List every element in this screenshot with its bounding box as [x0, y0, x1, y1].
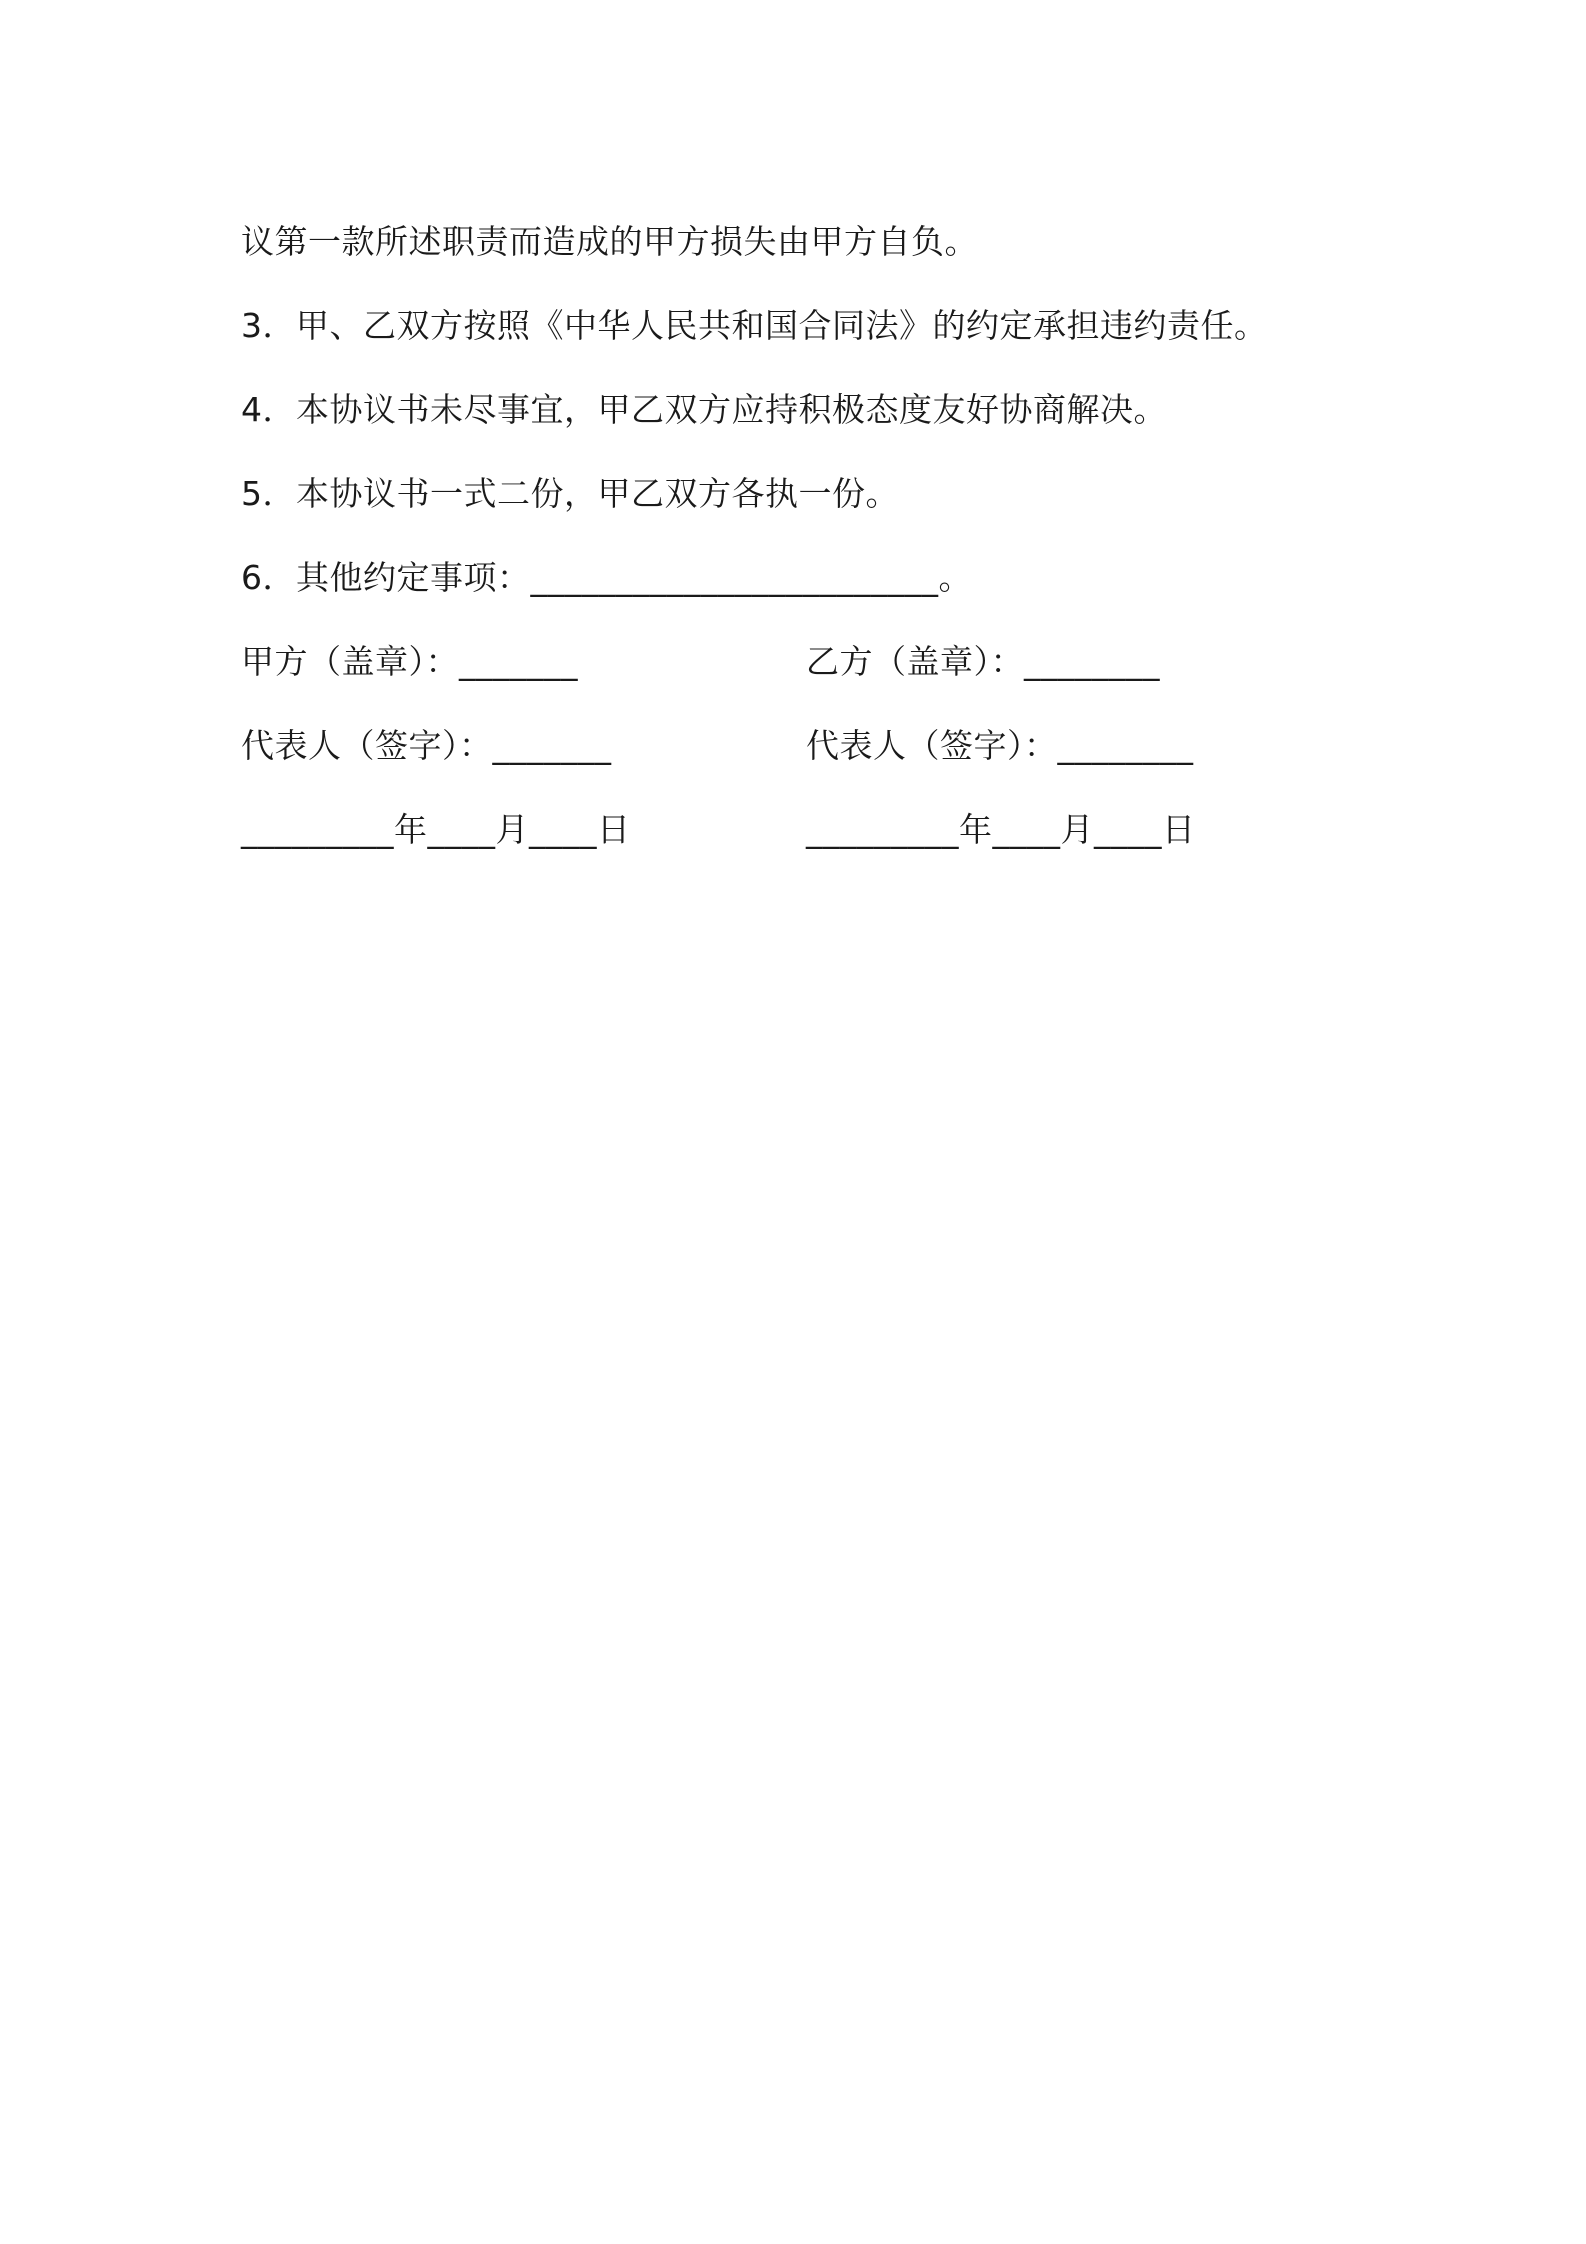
clause-6: 6．其他约定事项：________________________。	[241, 558, 972, 597]
paragraph-continuation: 议第一款所述职责而造成的甲方损失由甲方自负。	[241, 222, 978, 261]
party-a-representative: 代表人（签字）：_______	[241, 726, 612, 765]
party-b-seal: 乙方（盖章）：________	[806, 642, 1160, 681]
party-b-date: _________年____月____日	[806, 810, 1196, 849]
party-a-date: _________年____月____日	[241, 810, 631, 849]
clause-3: 3．甲、乙双方按照《中华人民共和国合同法》的约定承担违约责任。	[241, 306, 1268, 345]
party-a-seal: 甲方（盖章）：_______	[241, 642, 578, 681]
representative-row	[241, 704, 1391, 788]
date-row	[241, 788, 1391, 872]
clause-4: 4．本协议书未尽事宜，甲乙双方应持积极态度友好协商解决。	[241, 390, 1167, 429]
clause-5: 5．本协议书一式二份，甲乙双方各执一份。	[241, 474, 899, 513]
document-body	[241, 200, 1391, 872]
party-b-representative: 代表人（签字）：________	[806, 726, 1194, 765]
seal-row	[241, 620, 1391, 704]
